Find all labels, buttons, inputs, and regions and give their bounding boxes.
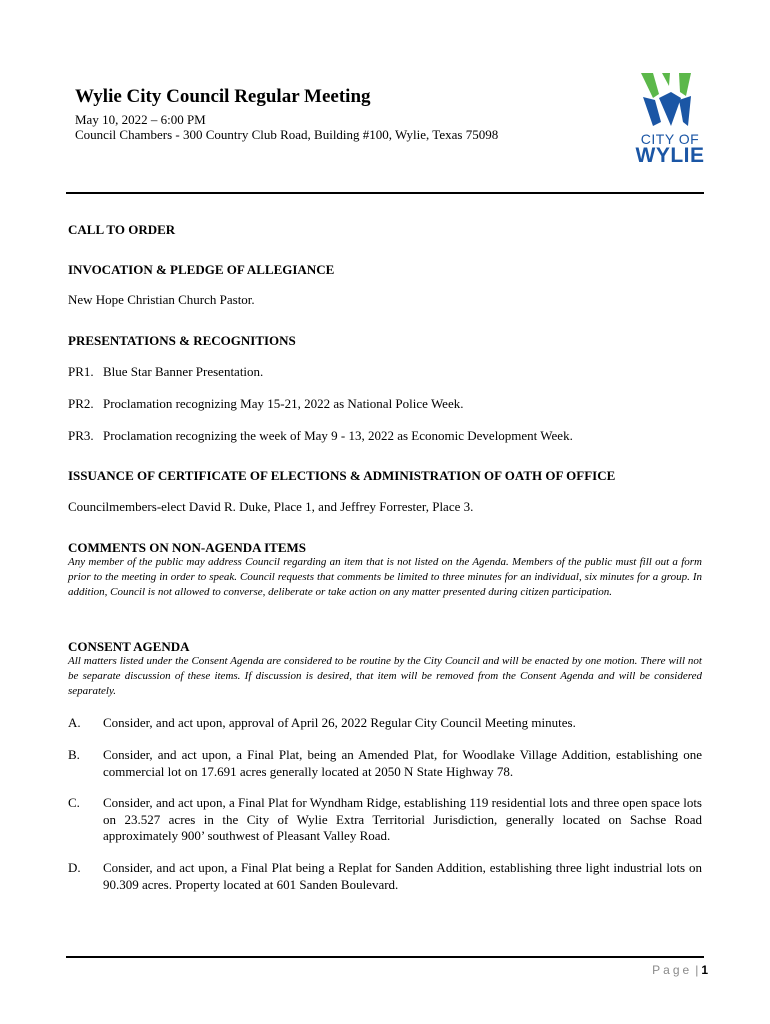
presentation-item <box>68 428 702 445</box>
issuance-text: Councilmembers-elect David R. Duke, Place 1, and Jeffrey Forrester, Place 3. <box>68 499 474 514</box>
consent-item-text: Consider, and act upon, a Final Plat, being an Amended Plat, for Woodlake Village Addition, establishing one commercial lot on 17.691 acres generally located at 2050 N State Highway 78. <box>103 747 702 779</box>
presentations-heading: PRESENTATIONS & RECOGNITIONS <box>68 333 296 348</box>
meeting-date: May 10, 2022 – 6:00 PM <box>75 112 206 127</box>
consent-agenda-heading: CONSENT AGENDA <box>68 639 190 654</box>
page-footer <box>652 963 708 977</box>
consent-item <box>68 795 702 845</box>
presentation-item <box>68 396 702 413</box>
page-label: Page <box>652 963 693 977</box>
consent-agenda-note: All matters listed under the Consent Agenda are considered to be routine by the City Council and will be enacted by one motion. There will not be separate discussion of these items. If discussion is desired, that item will be removed from the Consent Agenda and will be considered separately. <box>68 655 702 697</box>
presentation-item-label: PR2. <box>68 396 94 411</box>
consent-item <box>68 747 702 780</box>
presentation-item <box>68 364 702 381</box>
logo-text-wylie: WYLIE <box>635 144 705 167</box>
meeting-location: Council Chambers - 300 Country Club Road, Building #100, Wylie, Texas 75098 <box>75 127 499 142</box>
logo-w-left-blue <box>643 97 661 126</box>
call-to-order-heading: CALL TO ORDER <box>68 222 176 237</box>
footer-divider <box>66 956 704 958</box>
logo-w-center-green <box>662 73 670 86</box>
consent-item-text: Consider, and act upon, a Final Plat being a Replat for Sanden Addition, establishing three light industrial lots on 90.309 acres. Property located at 601 Sanden Boulevard. <box>103 860 702 892</box>
header-divider <box>66 192 704 194</box>
logo-text-city-of: CITY OF <box>640 131 700 147</box>
comments-note: Any member of the public may address Council regarding an item that is not listed on the Agenda. Members of the public must fill out a form prior to the meeting in order to speak. Council requests that comments be limited to three minutes for an individual, six minutes for a group. In addition, Council is not allowed to converse, deliberate or take action on any matter presented during citizen participation. <box>68 556 702 598</box>
comments-heading: COMMENTS ON NON-AGENDA ITEMS <box>68 540 306 555</box>
consent-item-label: D. <box>68 860 81 875</box>
issuance-heading: ISSUANCE OF CERTIFICATE OF ELECTIONS & ADMINISTRATION OF OATH OF OFFICE <box>68 468 616 483</box>
consent-item-label: A. <box>68 715 81 730</box>
consent-item-label: B. <box>68 747 80 762</box>
presentation-item-text: Proclamation recognizing May 15-21, 2022 as National Police Week. <box>103 396 464 411</box>
logo-w-left-green <box>641 73 659 98</box>
page-number: 1 <box>701 963 708 977</box>
consent-item <box>68 715 702 732</box>
presentation-item-label: PR3. <box>68 428 94 443</box>
consent-item-label: C. <box>68 795 80 810</box>
consent-item-text: Consider, and act upon, approval of April 26, 2022 Regular City Council Meeting minutes. <box>103 715 576 730</box>
page-title: Wylie City Council Regular Meeting <box>75 86 371 107</box>
logo-w-center-blue <box>659 92 681 126</box>
presentation-item-text: Blue Star Banner Presentation. <box>103 364 264 379</box>
logo-w-right-green <box>679 73 691 96</box>
presentation-item-label: PR1. <box>68 364 94 379</box>
consent-item <box>68 860 702 893</box>
presentation-item-text: Proclamation recognizing the week of May 9 - 13, 2022 as Economic Development Week. <box>103 428 573 443</box>
logo-w-right-blue <box>679 96 691 126</box>
consent-item-text: Consider, and act upon, a Final Plat for Wyndham Ridge, establishing 119 residential lots and three open space lots on 23.527 acres in the City of Wylie Extra Territorial Jurisdiction, generally located on Sachse Road approximately 900’ southwest of Pleasant Valley Road. <box>103 795 702 843</box>
invocation-text: New Hope Christian Church Pastor. <box>68 292 255 307</box>
page-separator: | <box>695 963 699 977</box>
invocation-heading: INVOCATION & PLEDGE OF ALLEGIANCE <box>68 262 335 277</box>
